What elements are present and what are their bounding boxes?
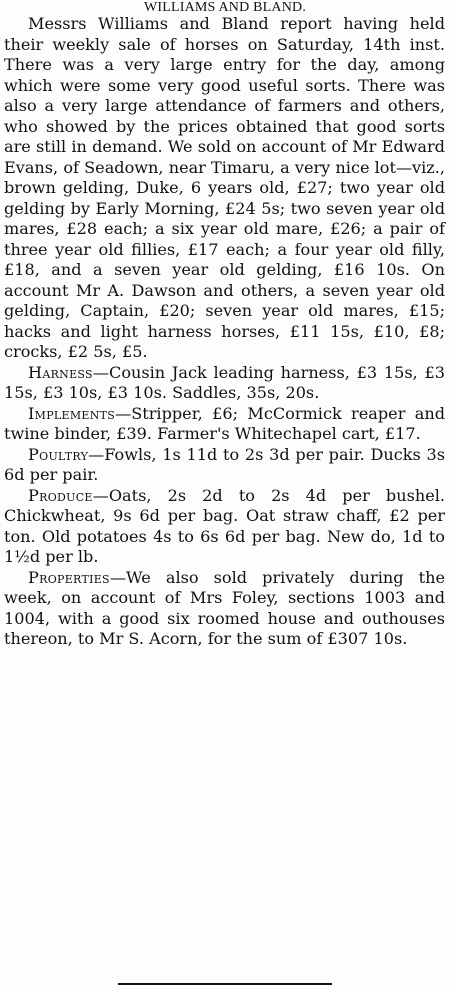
section-lead-implements: Implements — [28, 403, 116, 423]
paragraph-text: —Stripper, £6; McCormick reaper and twine binder, £39. Farmer's Whitechapel cart, £17. — [4, 403, 445, 443]
paragraph-text: —We also sold privately during the week, on account of Mrs Foley, sections 1003 and 1004, with a good six roomed house and outhouses thereon, to Mr S. Acorn, for the sum of £307 10s. — [4, 567, 445, 648]
section-lead-produce: Produce — [28, 485, 93, 505]
paragraph-poultry — [4, 445, 445, 486]
section-lead-properties: Properties — [28, 567, 110, 587]
paragraph-text: —Oats, 2s 2d to 2s 4d per bushel. Chickwheat, 9s 6d per bag. Oat straw chaff, £2 per ton. Old potatoes 4s to 6s 6d per bag. New do, 1d to 1½d per lb. — [4, 485, 445, 566]
paragraph-sale-report — [4, 14, 445, 363]
section-lead-harness: Harness — [28, 362, 93, 382]
paragraph-text: Messrs Williams and Bland report having held their weekly sale of horses on Saturday, 14th inst. There was a very large entry for the day, among which were some very good useful sorts. There was also a very large attendance of farmers and others, who showed by the prices obtained that good sorts are still in demand. We sold on account of Mr Edward Evans, of Seadown, near Timaru, a very nice lot—viz., brown gelding, Duke, 6 years old, £27; two year old gelding by Early Morning, £24 5s; two seven year old mares, £28 each; a six year old mare, £26; a pair of three year old fillies, £17 each; a four year old filly, £18, and a seven year old gelding, £16 10s. On account Mr A. Dawson and others, a seven year old gelding, Captain, £20; seven year old mares, £15; hacks and light harness horses, £11 15s, £10, £8; crocks, £2 5s, £5. — [4, 14, 445, 361]
paragraph-harness — [4, 363, 445, 404]
article-body — [4, 14, 445, 650]
paragraph-implements — [4, 404, 445, 445]
column-end-rule — [118, 983, 332, 985]
article-heading: WILLIAMS AND BLAND. — [143, 0, 307, 15]
paragraph-text: —Fowls, 1s 11d to 2s 3d per pair. Ducks 3s 6d per pair. — [4, 444, 445, 484]
paragraph-text: —Cousin Jack leading harness, £3 15s, £3 15s, £3 10s, £3 10s. Saddles, 35s, 20s. — [4, 362, 445, 402]
paragraph-properties — [4, 568, 445, 650]
section-lead-poultry: Poultry — [28, 444, 89, 464]
paragraph-produce — [4, 486, 445, 568]
